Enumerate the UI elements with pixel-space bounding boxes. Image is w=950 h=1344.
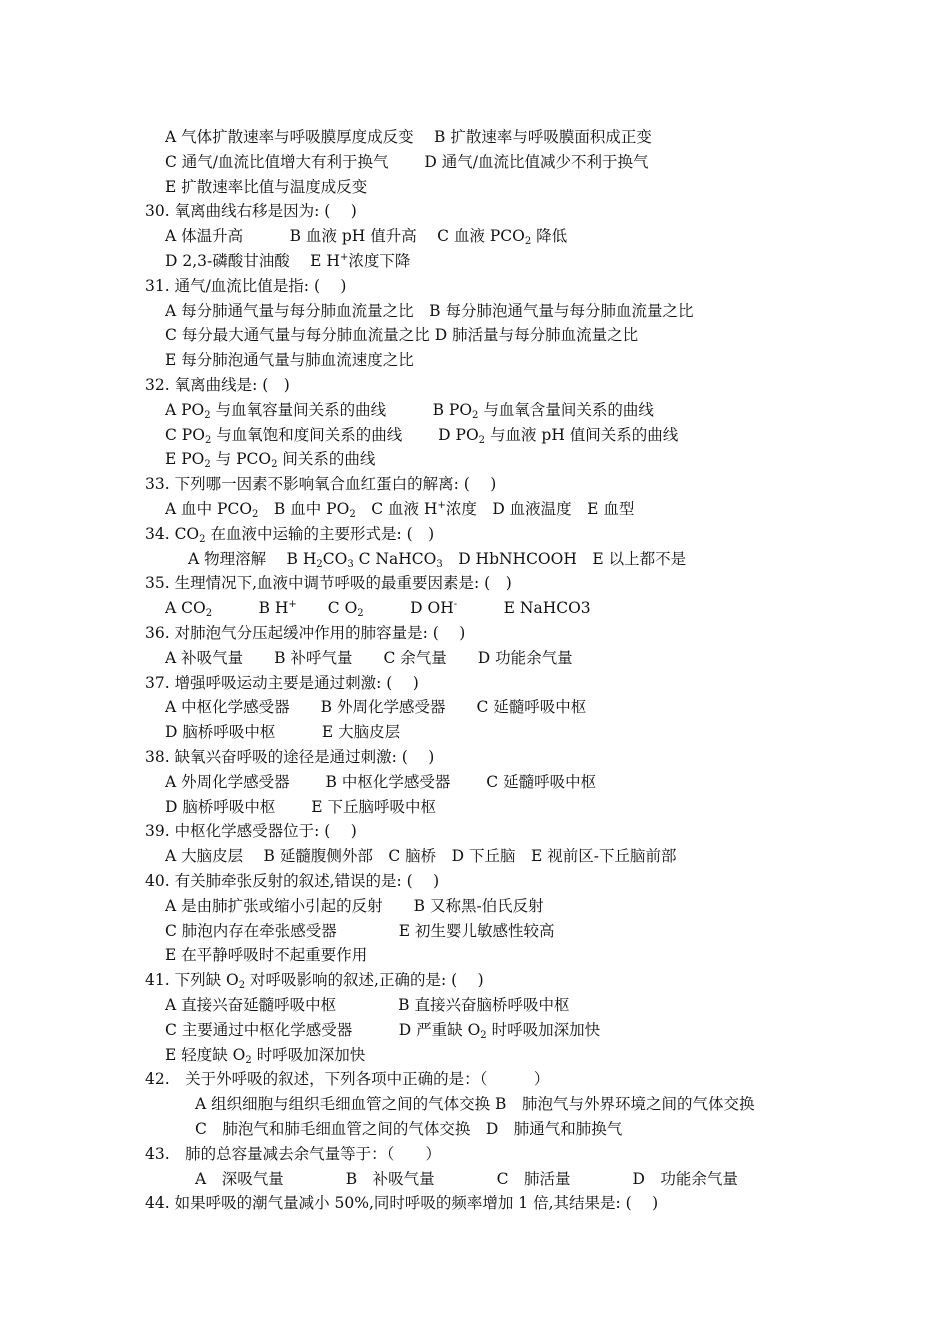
answer-options-line: A 血中 $PCO_2$ B 血中 $PO_2$ C 血液 H+浓度 D 血液温度 E 血型 xyxy=(165,500,635,520)
question-stem: 34. $CO_2$ 在血液中运输的主要形式是: ( ) xyxy=(145,524,435,545)
answer-options-line: E 扩散速率比值与温度成反变 xyxy=(165,177,368,196)
question-stem: 37. 增强呼吸运动主要是通过刺激: ( ) xyxy=(145,673,419,692)
answer-options-line: C 肺泡内存在牵张感受器 E 初生婴儿敏感性较高 xyxy=(165,921,555,940)
answer-options-line: A $CO_2$ B H+ C $O_2$ D OH- E NaHCO3 xyxy=(165,599,591,620)
answer-options-line: E 轻度缺 $O_2$ 时呼吸加深加快 xyxy=(165,1045,366,1066)
question-stem: 32. 氧离曲线是: ( ) xyxy=(145,376,290,394)
answer-options-line: C 每分最大通气量与每分肺血流量之比 D 肺活量与每分肺血流量之比 xyxy=(165,326,639,345)
question-stem: 35. 生理情况下,血液中调节呼吸的最重要因素是: ( ) xyxy=(145,574,512,593)
answer-options-line: E 每分肺泡通气量与肺血流速度之比 xyxy=(165,351,414,370)
answer-options-line: D 2,3-磷酸甘油酸 E H+浓度下降 xyxy=(165,252,411,270)
question-stem: 43. 肺的总容量减去余气量等于：（ ） xyxy=(145,1144,441,1163)
answer-options-line: E 在平静呼吸时不起重要作用 xyxy=(165,946,368,965)
question-stem: 41. 下列缺 $O_2$ 对呼吸影响的叙述,正确的是: ( ) xyxy=(145,971,484,992)
question-stem: 33. 下列哪一因素不影响氧合血红蛋白的解离: ( ) xyxy=(145,475,497,494)
answer-options-line: A 体温升高 B 血液 pH 值升高 C 血液 $PCO_2$ 降低 xyxy=(165,227,568,248)
answer-options-line: A 直接兴奋延髓呼吸中枢 B 直接兴奋脑桥呼吸中枢 xyxy=(165,996,570,1014)
question-stem: 30. 氧离曲线右移是因为: ( ) xyxy=(145,202,357,221)
answer-options-line: A 大脑皮层 B 延髓腹侧外部 C 脑桥 D 下丘脑 E 视前区-下丘脑前部 xyxy=(165,847,677,866)
answer-options-line: A 补吸气量 B 补呼气量 C 余气量 D 功能余气量 xyxy=(165,648,573,667)
question-stem: 36. 对肺泡气分压起缓冲作用的肺容量是: ( ) xyxy=(145,624,466,642)
answer-options-line: A $PO_2$ 与血氧容量间关系的曲线 B $PO_2$ 与血氧含量间关系的曲线 xyxy=(165,400,654,421)
answer-options-line: D 脑桥呼吸中枢 E 下丘脑呼吸中枢 xyxy=(165,797,437,816)
answer-options-line: A 每分肺通气量与每分肺血流量之比 B 每分肺泡通气量与每分肺血流量之比 xyxy=(165,301,694,320)
answer-options-line: A 组织细胞与组织毛细血管之间的气体交换 B 肺泡气与外界环境之间的气体交换 xyxy=(195,1095,755,1114)
question-stem: 31. 通气/血流比值是指: ( ) xyxy=(145,276,347,295)
answer-options-line: A 深吸气量 B 补吸气量 C 肺活量 D 功能余气量 xyxy=(195,1169,738,1188)
question-stem: 44. 如果呼吸的潮气量减小 50%,同时呼吸的频率增加 1 倍,其结果是: ( ) xyxy=(145,1194,659,1213)
question-stem: 40. 有关肺牵张反射的叙述,错误的是: ( ) xyxy=(145,872,440,890)
answer-options-line: D 脑桥呼吸中枢 E 大脑皮层 xyxy=(165,723,401,742)
question-stem: 42. 关于外呼吸的叙述，下列各项中正确的是：（ ） xyxy=(145,1070,550,1089)
question-stem: 38. 缺氧兴奋呼吸的途径是通过刺激: ( ) xyxy=(145,748,435,766)
question-stem: 39. 中枢化学感受器位于: ( ) xyxy=(145,822,357,841)
answer-options-line: E $PO_2$ 与 $PCO_2$ 间关系的曲线 xyxy=(165,450,376,471)
answer-options-line: A 物理溶解 B $H_2CO_3$ C NaHCO$_3$ D HbNHCOOH E 以上都不是 xyxy=(188,549,687,570)
answer-options-line: C $PO_2$ 与血氧饱和度间关系的曲线 D $PO_2$ 与血液 pH 值间关系的曲线 xyxy=(165,425,679,446)
answer-options-line: A 中枢化学感受器 B 外周化学感受器 C 延髓呼吸中枢 xyxy=(165,698,587,717)
answer-options-line: A 是由肺扩张或缩小引起的反射 B 又称黑-伯氏反射 xyxy=(165,896,544,915)
answer-options-line: C 肺泡气和肺毛细血管之间的气体交换 D 肺通气和肺换气 xyxy=(195,1120,623,1138)
answer-options-line: C 主要通过中枢化学感受器 D 严重缺 $O_2$ 时呼吸加深加快 xyxy=(165,1020,601,1041)
answer-options-line: A 气体扩散速率与呼吸膜厚度成反变 B 扩散速率与呼吸膜面积成正变 xyxy=(165,128,652,146)
answer-options-line: A 外周化学感受器 B 中枢化学感受器 C 延髓呼吸中枢 xyxy=(165,772,597,791)
answer-options-line: C 通气/血流比值增大有利于换气 D 通气/血流比值减少不利于换气 xyxy=(165,152,649,171)
